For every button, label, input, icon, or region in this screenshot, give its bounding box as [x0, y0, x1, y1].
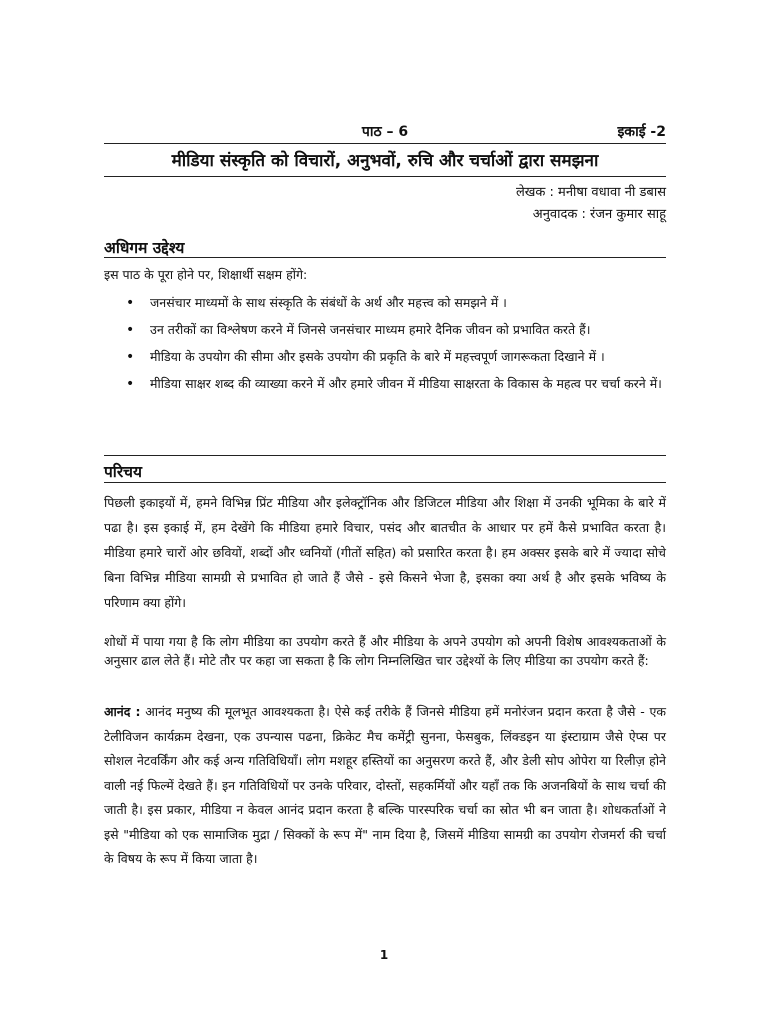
author-line: लेखक : मनीषा वधावा नी डबास: [515, 185, 666, 200]
paragraph-body: आनंद मनुष्य की मूलभूत आवश्यकता है। ऐसे कई तरीके हैं जिनसे मीडिया हमें मनोरंजन प्रदान करता है जैसे - एक टेलीविजन कार्यक्रम देखना, एक उपन्यास पढना, क्रिकेट मैच कमेंट्री सुनना, फेसबुक, लिंक्डइन या इंस्टाग्राम जैसे ऐप्स पर सोशल नेटवर्किंग और कई अन्य गतिविधियाँ। लोग मशहूर हस्तियों का अनुसरण करते हैं, और डेली सोप ओपेरा या रिलीज़ होने वाली नई फिल्में देखते हैं। इन गतिविधियों पर उनके परिवार, दोस्तों, सहकर्मियों और यहाँ तक कि अजनबियों के साथ चर्चा की जाती है। इस प्रकार, मीडिया न केवल आनंद प्रदान करता है बल्कि पारस्परिक चर्चा का स्रोत भी बन जाता है। शोधकर्ताओं ने इसे "मीडिया को एक सामाजिक मुद्रा / सिक्कों के रूप में" नाम दिया है, जिसमें मीडिया सामग्री का उपयोग रोजमर्रा की चर्चा के विषय के रूप में किया जाता है।: [104, 704, 666, 866]
intro-top-rule: [104, 455, 666, 456]
objective-text: मीडिया के उपयोग की सीमा और इसके उपयोग की प्रकृति के बारे में महत्त्वपूर्ण जागरूकता दिखाने में ।: [150, 349, 605, 364]
intro-rule: [104, 482, 666, 483]
lesson-title: मीडिया संस्कृति को विचारों, अनुभवों, रुचि और चर्चाओं द्वारा समझना: [171, 151, 599, 171]
unit-number: इकाई -2: [617, 124, 666, 140]
lesson-number: पाठ – 6: [361, 124, 409, 140]
objective-text: जनसंचार माध्यमों के साथ संस्कृति के संबंधों के अर्थ और महत्त्व को समझने में ।: [150, 295, 507, 310]
page-header: [104, 122, 666, 142]
header-rule: [104, 143, 666, 144]
objectives-intro: इस पाठ के पूरा होने पर, शिक्षार्थी सक्षम होंगे:: [104, 267, 308, 282]
intro-paragraph-1: पिछली इकाइयों में, हमने विभिन्न प्रिंट मीडिया और इलेक्ट्रॉनिक और डिजिटल मीडिया और शिक्षा में उनकी भूमिका के बारे में पढा है। इस इकाई में, हम देखेंगे कि मीडिया हमारे विचार, पसंद और बातचीत के आधार पर हमें कैसे प्रभावित करता है। मीडिया हमारे चारों ओर छवियों, शब्दों और ध्वनियों (गीतों सहित) को प्रसारित करता है। हम अक्सर इसके बारे में ज्यादा सोचे बिना विभिन्न मीडिया सामग्री से प्रभावित हो जाते हैं जैसे - इसे किसने भेजा है, इसका क्या अर्थ है और इसके भविष्य के परिणाम क्या होंगे।: [104, 495, 666, 610]
objective-text: उन तरीकों का विश्लेषण करने में जिनसे जनसंचार माध्यम हमारे दैनिक जीवन को प्रभावित करते हैं।: [150, 322, 591, 337]
objective-text: मीडिया साक्षर शब्द की व्याख्या करने में और हमारे जीवन में मीडिया साक्षरता के विकास के महत्व पर चर्चा करने में।: [150, 376, 662, 391]
list-item: [104, 347, 666, 367]
list-item: [104, 293, 666, 313]
bullet-icon: •: [126, 295, 135, 311]
title-rule: [104, 176, 666, 177]
bullet-icon: •: [126, 376, 135, 392]
page-number: 1: [379, 948, 389, 962]
list-item: [104, 320, 666, 340]
paragraph-lead: आनंद :: [104, 704, 141, 719]
objectives-rule: [104, 257, 666, 258]
bullet-icon: •: [126, 349, 135, 365]
translator-line: अनुवादक : रंजन कुमार साहू: [532, 207, 666, 222]
objectives-heading: अधिगम उद्देश्य: [104, 239, 185, 257]
intro-heading: परिचय: [104, 463, 142, 481]
intro-paragraph-3: [104, 700, 666, 872]
intro-paragraph-2: शोधों में पाया गया है कि लोग मीडिया का उपयोग करते हैं और मीडिया के अपने उपयोग को अपनी विशेष आवश्यकताओं के अनुसार ढाल लेते हैं। मोटे तौर पर कहा जा सकता है कि लोग निम्नलिखित चार उद्देश्यों के लिए मीडिया का उपयोग करते हैं:: [104, 634, 666, 668]
objectives-list: [104, 293, 666, 401]
bullet-icon: •: [126, 322, 135, 338]
list-item: [104, 374, 666, 394]
credits: [516, 182, 666, 226]
